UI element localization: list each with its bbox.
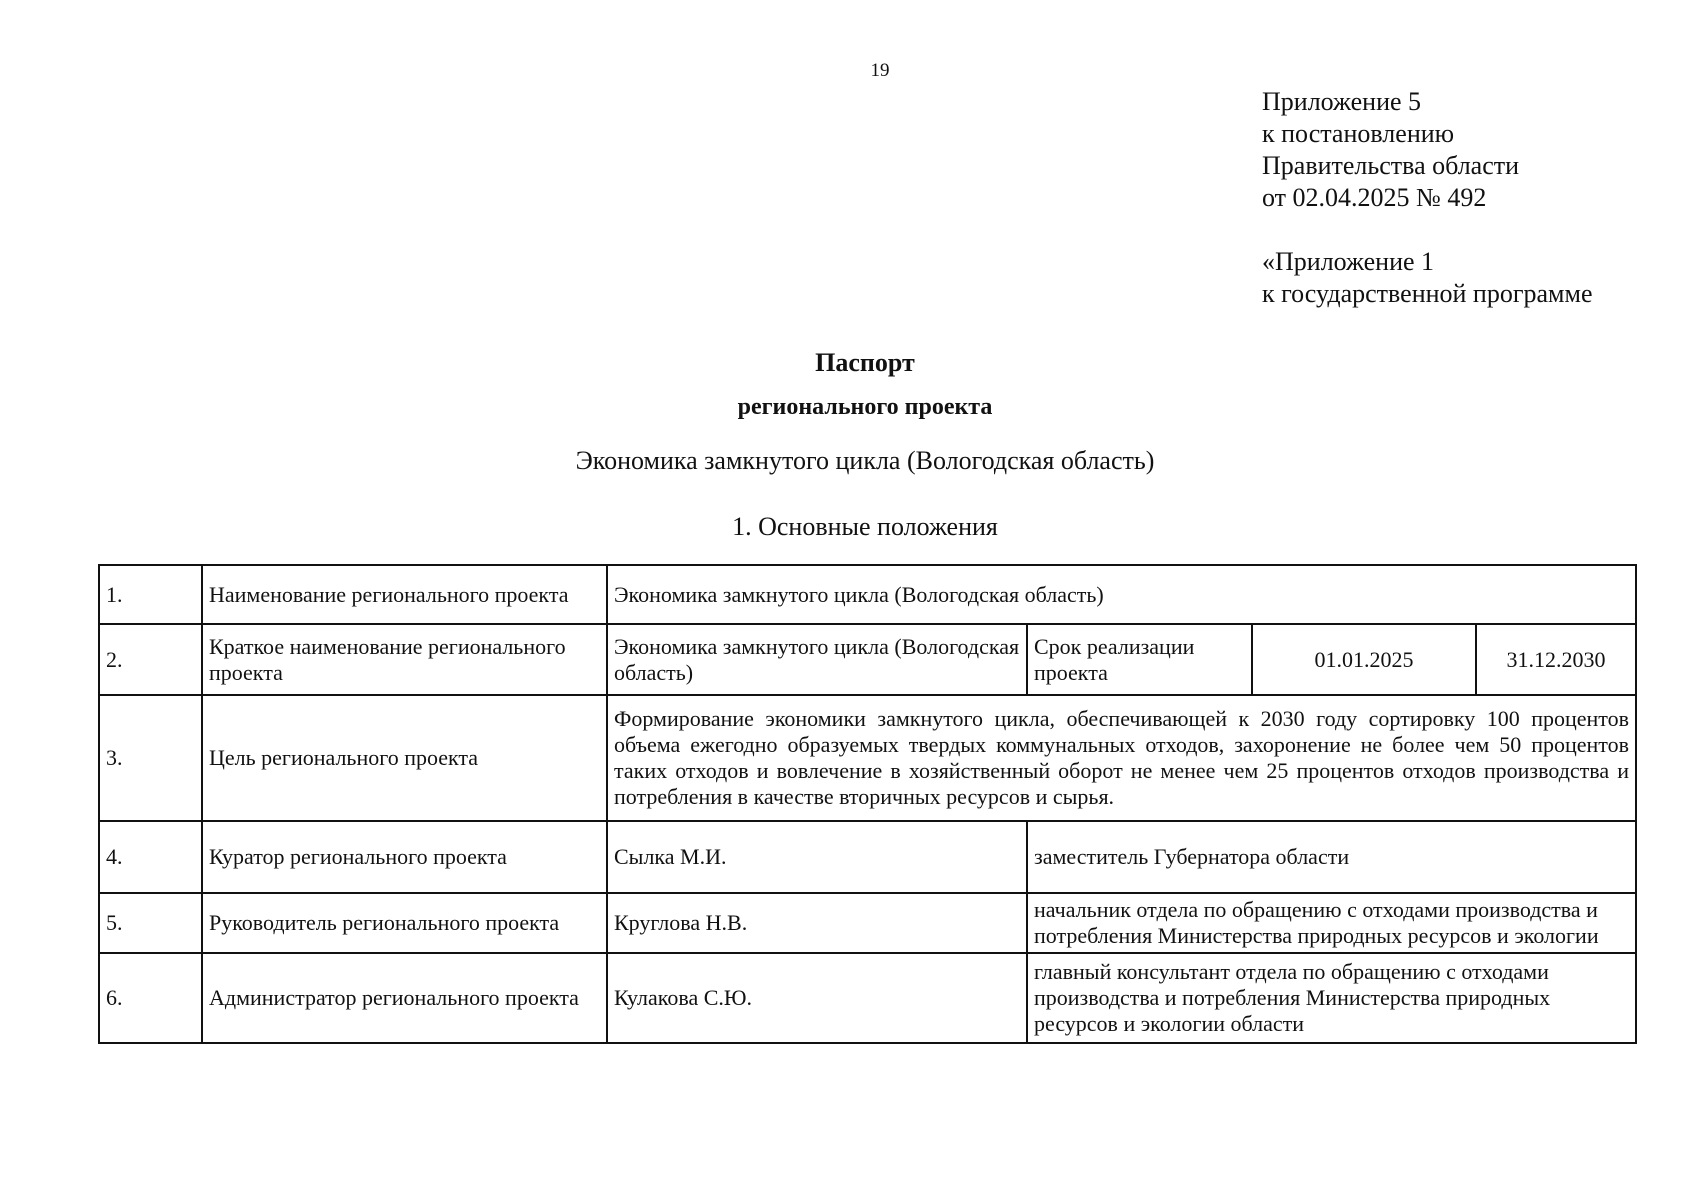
- program-appendix-line: «Приложение 1: [1262, 247, 1435, 276]
- project-passport-table: [98, 564, 1637, 1044]
- row-number: 6.: [99, 953, 202, 1043]
- period-label: Срок реализации проекта: [1027, 624, 1252, 695]
- row-value: Экономика замкнутого цикла (Вологодская область): [607, 565, 1636, 624]
- project-name-heading: Экономика замкнутого цикла (Вологодская область): [575, 446, 1155, 475]
- person-position: заместитель Губернатора области: [1027, 821, 1636, 893]
- row-value: Экономика замкнутого цикла (Вологодская область): [607, 624, 1027, 695]
- table-row: [99, 953, 1636, 1043]
- appendix-line: от 02.04.2025 № 492: [1262, 183, 1487, 212]
- end-date: 31.12.2030: [1476, 624, 1636, 695]
- row-label: Администратор регионального проекта: [202, 953, 607, 1043]
- appendix-reference: [1262, 86, 1519, 214]
- document-title: Паспорт: [815, 348, 915, 377]
- row-label: Руководитель регионального проекта: [202, 893, 607, 953]
- row-label: Краткое наименование регионального проекта: [202, 624, 607, 695]
- person-position: главный консультант отдела по обращению с отходами производства и потребления Министерства природных ресурсов и экологии области: [1027, 953, 1636, 1043]
- table-row: [99, 624, 1636, 695]
- appendix-line: к постановлению: [1262, 119, 1455, 148]
- person-name: Кулакова С.Ю.: [607, 953, 1027, 1043]
- table-row: [99, 695, 1636, 821]
- person-name: Круглова Н.В.: [607, 893, 1027, 953]
- appendix-line: Правительства области: [1262, 151, 1520, 180]
- appendix-line: Приложение 5: [1262, 87, 1422, 116]
- row-number: 3.: [99, 695, 202, 821]
- section-title: 1. Основные положения: [732, 512, 998, 541]
- table-row: [99, 893, 1636, 953]
- start-date: 01.01.2025: [1252, 624, 1476, 695]
- row-number: 1.: [99, 565, 202, 624]
- program-appendix-line: к государственной программе: [1262, 279, 1593, 308]
- table-row: [99, 821, 1636, 893]
- row-number: 5.: [99, 893, 202, 953]
- page-number: 19: [870, 60, 890, 81]
- person-name: Сылка М.И.: [607, 821, 1027, 893]
- row-label: Наименование регионального проекта: [202, 565, 607, 624]
- goal-text: Формирование экономики замкнутого цикла, обеспечивающей к 2030 году сортировку 100 процентов объема ежегодно образуемых твердых коммунальных отходов, захоронение не более чем 50 процентов таких отходов и вовлечение в хозяйственный оборот не менее чем 25 процентов отходов производства и потребления в качестве вторичных ресурсов и сырья.: [607, 695, 1636, 821]
- row-label: Куратор регионального проекта: [202, 821, 607, 893]
- person-position-cell: [1027, 893, 1636, 953]
- table-row: [99, 565, 1636, 624]
- row-label: Цель регионального проекта: [202, 695, 607, 821]
- row-number: 4.: [99, 821, 202, 893]
- document-subtitle: регионального проекта: [737, 394, 993, 420]
- person-position: начальник отдела по обращению с отходами производства и потребления Министерства природных ресурсов и экологии: [1034, 897, 1599, 948]
- program-appendix-reference: [1262, 246, 1593, 310]
- row-number: 2.: [99, 624, 202, 695]
